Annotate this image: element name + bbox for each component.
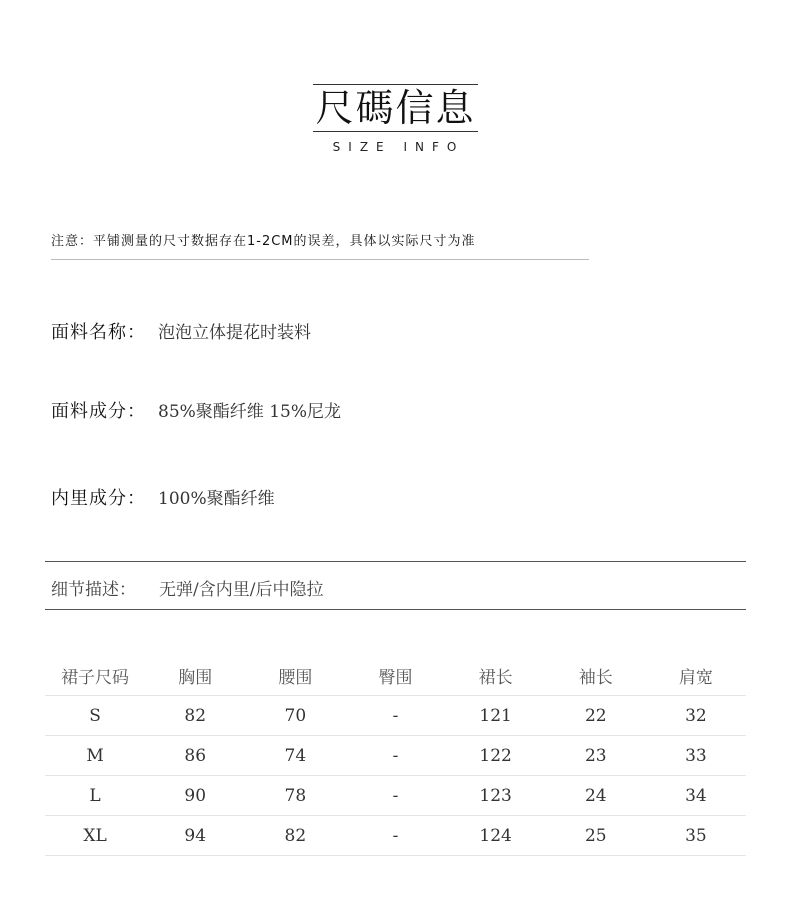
details-value: 无弹/含内里/后中隐拉: [159, 580, 324, 600]
table-header-row: [45, 656, 746, 696]
table-cell: 33: [646, 736, 746, 776]
table-cell: XL: [45, 816, 145, 856]
fabric-composition-value: 85%聚酯纤维 15%尼龙: [158, 402, 341, 422]
table-cell: -: [345, 816, 445, 856]
table-cell: 34: [646, 776, 746, 816]
size-table: [45, 656, 746, 856]
table-cell: -: [345, 776, 445, 816]
details-label: 细节描述：: [51, 580, 136, 600]
page-subtitle: SIZE INFO: [332, 140, 465, 154]
table-cell: L: [45, 776, 145, 816]
lining-composition-row: [51, 484, 275, 510]
table-cell: 78: [245, 776, 345, 816]
table-cell: 94: [145, 816, 245, 856]
column-header-shoulder-width: 肩宽: [646, 656, 746, 696]
column-header-sleeve-length: 袖长: [546, 656, 646, 696]
page-title: 尺碼信息: [315, 86, 476, 130]
table-cell: 123: [446, 776, 546, 816]
table-cell: 82: [145, 696, 245, 736]
table-cell: 70: [245, 696, 345, 736]
table-cell: M: [45, 736, 145, 776]
table-cell: 122: [446, 736, 546, 776]
fabric-composition-label: 面料成分：: [51, 401, 146, 422]
fabric-name-value: 泡泡立体提花时装料: [158, 323, 311, 343]
table-cell: 82: [245, 816, 345, 856]
column-header-hip: 臀围: [345, 656, 445, 696]
note-divider: [51, 259, 589, 260]
table-row: [45, 696, 746, 736]
table-row: [45, 736, 746, 776]
table-cell: 121: [446, 696, 546, 736]
table-cell: 86: [145, 736, 245, 776]
table-cell: S: [45, 696, 145, 736]
table-cell: 35: [646, 816, 746, 856]
fabric-name-label: 面料名称：: [51, 322, 146, 343]
details-bottom-rule: [45, 609, 746, 610]
table-row: [45, 816, 746, 856]
column-header-bust: 胸围: [145, 656, 245, 696]
table-cell: -: [345, 736, 445, 776]
column-header-skirt-length: 裙长: [446, 656, 546, 696]
column-header-waist: 腰围: [245, 656, 345, 696]
title-bottom-rule: [313, 131, 478, 132]
table-cell: 32: [646, 696, 746, 736]
table-cell: 22: [546, 696, 646, 736]
title-block: [313, 84, 478, 154]
details-top-rule: [45, 561, 746, 562]
lining-composition-value: 100%聚酯纤维: [158, 489, 275, 509]
fabric-composition-row: [51, 397, 341, 423]
table-cell: 124: [446, 816, 546, 856]
table-cell: 23: [546, 736, 646, 776]
table-row: [45, 776, 746, 816]
column-header-size: 裙子尺码: [45, 656, 145, 696]
table-cell: 25: [546, 816, 646, 856]
table-cell: 90: [145, 776, 245, 816]
table-cell: -: [345, 696, 445, 736]
measurement-note: 注意：平铺测量的尺寸数据存在1-2CM的误差，具体以实际尺寸为准: [51, 234, 476, 249]
fabric-name-row: [51, 318, 311, 344]
lining-composition-label: 内里成分：: [51, 488, 146, 509]
table-cell: 74: [245, 736, 345, 776]
table-cell: 24: [546, 776, 646, 816]
details-row: [51, 575, 323, 600]
